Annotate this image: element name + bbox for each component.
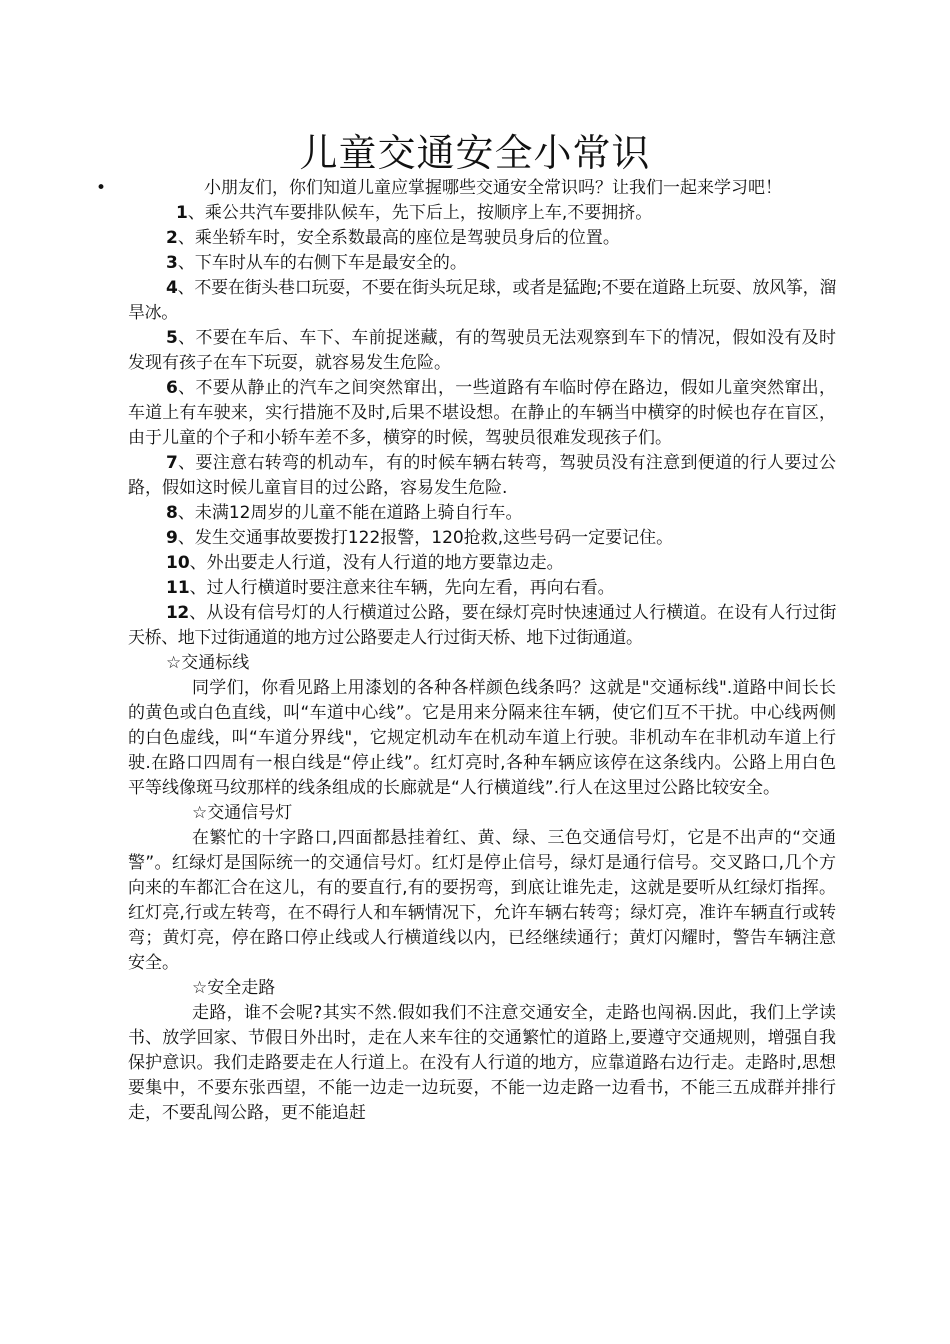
tip-number: 10 (166, 553, 190, 573)
tip-text: 、过人行横道时要注意来往车辆，先向左看，再向右看。 (189, 578, 615, 598)
tip-text: 、要注意右转弯的机动车，有的时候车辆右转弯，驾驶员没有注意到便道的行人要过公路，假如这时候儿童盲目的过公路，容易发生危险. (128, 453, 836, 498)
tip-item (128, 201, 836, 226)
bullet-marker: • (96, 178, 107, 198)
tip-item (128, 451, 836, 501)
tip-item (128, 251, 836, 276)
tip-item (128, 326, 836, 376)
tip-item (128, 501, 836, 526)
tip-text: 、乘坐轿车时，安全系数最高的座位是驾驶员身后的位置。 (177, 228, 620, 248)
tip-text: 、下车时从车的右侧下车是最安全的。 (177, 253, 467, 273)
tip-text: 、不要在车后、车下、车前捉迷藏，有的驾驶员无法观察到车下的情况，假如没有及时发现有孩子在车下玩耍，就容易发生危险。 (128, 328, 836, 373)
tip-number: 11 (166, 578, 190, 598)
section-body-traffic-lights: 在繁忙的十字路口,四面都悬挂着红、黄、绿、三色交通信号灯，它是不出声的“交通警”。红绿灯是国际统一的交通信号灯。红灯是停止信号，绿灯是通行信号。交叉路口,几个方向来的车都汇合在这儿，有的要直行,有的要拐弯，到底让谁先走，这就是要听从红绿灯指挥。红灯亮,行或左转弯，在不碍行人和车辆情况下，允许车辆右转弯；绿灯亮，准许车辆直行或转弯；黄灯亮，停在路口停止线或人行横道线以内，已经继续通行；黄灯闪耀时，警告车辆注意安全。 (128, 828, 836, 973)
section-heading-traffic-lights: ☆交通信号灯 (192, 803, 293, 823)
tip-number: 12 (166, 603, 189, 623)
tip-number: 6 (166, 378, 178, 398)
tip-number: 9 (166, 528, 178, 548)
tip-number: 5 (166, 328, 178, 348)
tip-item (128, 601, 836, 651)
tip-item (128, 576, 836, 601)
tip-number: 4 (166, 278, 178, 298)
tip-item (128, 551, 836, 576)
tip-number: 2 (166, 228, 178, 248)
document-body (128, 176, 836, 1126)
document-title: 儿童交通安全小常识 (299, 131, 651, 175)
tip-item (128, 276, 836, 326)
section-body-road-markings: 同学们，你看见路上用漆划的各种各样颜色线条吗？这就是"交通标线".道路中间长长的黄色或白色直线，叫“车道中心线”。它是用来分隔来往车辆，使它们互不干扰。中心线两侧的白色虚线，叫“车道分界线"，它规定机动车在机动车道上行驶。非机动车在非机动车道上行驶.在路口四周有一根白线是“停止线”。红灯亮时,各种车辆应该停在这条线内。公路上用白色平等线像斑马纹那样的线条组成的长廊就是“人行横道线”.行人在这里过公路比较安全。 (128, 678, 836, 798)
tip-text: 、不要从静止的汽车之间突然窜出，一些道路有车临时停在路边，假如儿童突然窜出，车道上有车驶来，实行措施不及时,后果不堪设想。在静止的车辆当中横穿的时候也存在盲区，由于儿童的个子和小轿车差不多，横穿的时候，驾驶员很难发现孩子们。 (128, 378, 836, 448)
intro-paragraph: 小朋友们，你们知道儿童应掌握哪些交通安全常识吗？让我们一起来学习吧！ (204, 178, 782, 198)
tip-item (128, 526, 836, 551)
tip-number: 7 (166, 453, 178, 473)
tip-number: 8 (166, 503, 178, 523)
tip-item (128, 376, 836, 451)
tip-text: 、发生交通事故要拨打122报警，120抢救,这些号码一定要记住。 (177, 528, 674, 548)
tip-number: 3 (166, 253, 178, 273)
section-body-safe-walking: 走路，谁不会呢?其实不然.假如我们不注意交通安全，走路也闯祸.因此，我们上学读书、放学回家、节假日外出时，走在人来车往的交通繁忙的道路上,要遵守交通规则，增强自我保护意识。我们走路要走在人行道上。在没有人行道的地方，应靠道路右边行走。走路时,思想要集中，不要东张西望，不能一边走一边玩耍，不能一边走路一边看书，不能三五成群并排行走，不要乱闯公路，更不能追赶 (128, 1003, 836, 1123)
tip-text: 、未满12周岁的儿童不能在道路上骑自行车。 (177, 503, 523, 523)
tip-text: 、从设有信号灯的人行横道过公路，要在绿灯亮时快速通过人行横道。在设有人行过街天桥、地下过街通道的地方过公路要走人行过街天桥、地下过街通道。 (128, 603, 836, 648)
tip-number: 1 (176, 203, 188, 223)
tip-text: 、乘公共汽车要排队候车，先下后上，按顺序上车,不要拥挤。 (187, 203, 653, 223)
tip-text: 、外出要走人行道，没有人行道的地方要靠边走。 (189, 553, 564, 573)
section-heading-road-markings: ☆交通标线 (166, 653, 250, 673)
tip-text: 、不要在街头巷口玩耍，不要在街头玩足球，或者是猛跑;不要在道路上玩耍、放风筝，溜旱冰。 (128, 278, 836, 323)
section-heading-safe-walking: ☆安全走路 (192, 978, 276, 998)
tip-item (128, 226, 836, 251)
